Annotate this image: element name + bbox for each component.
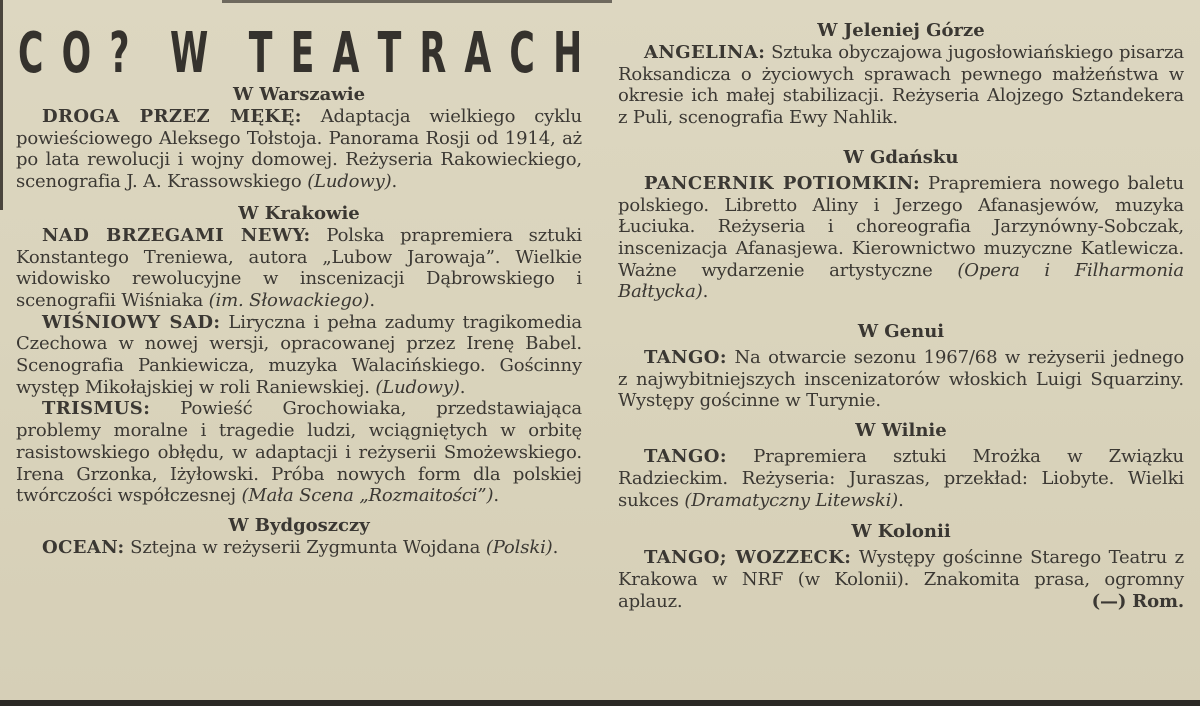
punctuation: . — [459, 376, 466, 398]
play-title: TANGO: — [644, 347, 727, 369]
play-description: Polska prapremiera sztuki Konstantego Treniewa, autora „Lubow Jarowaja”. Wielkie widowisko rewolucyjne w inscenizacji Dąbrowskiego i scenografii Wiśniaka — [16, 224, 582, 311]
left-border-rule — [0, 0, 3, 210]
venue: (im. Słowackiego) — [208, 289, 370, 311]
bottom-edge-strip — [0, 700, 1200, 706]
title-letter: C — [18, 20, 44, 86]
play-title: NAD BRZEGAMI NEWY: — [42, 224, 311, 246]
city-heading: W Wilnie — [855, 420, 947, 442]
punctuation: . — [898, 489, 904, 511]
play-title: DROGA PRZEZ MĘKĘ: — [42, 106, 302, 127]
punctuation: . — [391, 171, 398, 193]
punctuation: . — [702, 281, 709, 303]
title-letter: O — [61, 20, 92, 86]
city-heading: W Jeleniej Górze — [817, 20, 985, 41]
play-description: Sztejna w reżyserii Zygmunta Wojdana — [130, 536, 481, 558]
section-bydgoszcz — [16, 515, 582, 559]
listing-entry — [618, 347, 1184, 412]
listing-entry — [618, 547, 1184, 612]
listing-entry — [618, 42, 1184, 129]
play-title: TANGO: — [644, 446, 727, 468]
listing-entry — [618, 446, 1184, 511]
author-signature: (—) Rom. — [1091, 590, 1184, 612]
city-heading: W Genui — [857, 321, 945, 343]
punctuation: . — [493, 485, 499, 507]
play-description: Na otwarcie sezonu 1967/68 w reżyserii jednego z najwybitniejszych inscenizatorów włoskich Luigi Squarziny. Występy gościnne w Turynie. — [618, 347, 1185, 412]
play-description: Liryczna i pełna zadumy tragikomedia Czechowa w nowej wersji, opracowanej przez Irenę Babel. Scenografia Pankiewicza, muzyka Walacińskiego. Gościnny występ Mikołajskiej w roli Raniewskiej. — [16, 311, 583, 398]
listing-entry — [16, 312, 582, 399]
section-kolonia — [618, 521, 1184, 612]
section-gdansk — [618, 147, 1184, 303]
city-heading: W Warszawie — [232, 84, 366, 105]
listing-entry — [16, 537, 582, 559]
play-title: TANGO; WOZZECK: — [644, 547, 852, 569]
listing-entry — [16, 225, 582, 312]
title-letter: A — [332, 20, 360, 86]
punctuation: . — [369, 289, 375, 311]
title-letter: A — [464, 20, 492, 86]
venue: (Ludowy) — [375, 376, 460, 398]
section-jelenia-gora — [618, 20, 1184, 129]
section-warszawa — [16, 84, 582, 193]
play-description: Występy gościnne Starego Teatru z Krakowa w NRF (w Kolonii). Znakomita prasa, ogromny aplauz. — [618, 547, 1184, 612]
punctuation: . — [552, 536, 559, 558]
title-letter: T — [248, 20, 273, 86]
play-description: Powieść Grochowiaka, przedstawiająca problemy moralne i tragedie ludzi, wciągniętych w orbitę rasistowskiego obłędu, w adaptacji i reżyserii Smożewskiego. Irena Grzonka, Iżyłowski. Próba nowych form dla polskiej twórczości współczesnej — [16, 398, 582, 507]
play-title: WIŚNIOWY SAD: — [42, 311, 221, 333]
title-letter: T — [377, 20, 402, 86]
left-column — [16, 0, 582, 559]
right-column — [618, 0, 1184, 612]
play-description: Sztuka obyczajowa jugosłowiańskiego pisarza Roksandicza o życiowych sprawach pewnego małżeństwa w okresie ich małej stabilizacji. Reżyseria Alojzego Sztandekera z Puli, scenografia Ewy Nahlik. — [618, 42, 1184, 129]
play-title: TRISMUS: — [42, 398, 151, 420]
title-letter: W — [169, 20, 209, 86]
title-letter: C — [509, 20, 535, 86]
page-title — [18, 22, 582, 84]
listing-entry — [16, 106, 582, 193]
play-title: OCEAN: — [42, 536, 125, 558]
play-description: Prapremiera sztuki Mrożka w Związku Radzieckim. Reżyseria: Juraszas, przekład: Liobyte. Wielki sukces — [618, 446, 1184, 511]
section-genua — [618, 321, 1184, 412]
title-letter: ? — [109, 20, 130, 86]
venue: (Polski) — [485, 536, 553, 558]
city-heading: W Krakowie — [238, 202, 360, 224]
title-letter: R — [419, 20, 447, 86]
play-title: PANCERNIK POTIOMKIN: — [644, 172, 921, 194]
venue: (Dramatyczny Litewski) — [684, 489, 899, 511]
play-title: ANGELINA: — [644, 42, 766, 63]
play-description: Prapremiera nowego baletu polskiego. Libretto Aliny i Jerzego Afanasjewów, muzyka Łuciuka. Reżyseria i choreografia Jarzynówny-Sobczak, inscenizacja Afanasjewa. Kierownictwo muzyczne Katlewicza. Ważne wydarzenie artystyczne — [618, 172, 1184, 281]
listing-entry — [16, 398, 582, 507]
play-description: Adaptacja wielkiego cyklu powieściowego Aleksego Tołstoja. Panorama Rosji od 1914, aż po lata rewolucji i wojny domowej. Reżyseria Rakowieckiego, scenografia J. A. Krassowskiego — [16, 106, 582, 193]
venue: (Ludowy) — [307, 171, 392, 193]
venue: (Opera i Filharmonia Bałtycka) — [618, 259, 1184, 303]
title-letter: H — [553, 20, 583, 86]
city-heading: W Kolonii — [851, 521, 951, 543]
city-heading: W Bydgoszczy — [228, 514, 370, 536]
city-heading: W Gdańsku — [843, 146, 959, 168]
section-wilno — [618, 420, 1184, 511]
section-krakow — [16, 203, 582, 507]
venue: (Mała Scena „Rozmaitości”) — [241, 485, 494, 507]
title-letter: E — [290, 20, 315, 86]
listing-entry — [618, 173, 1184, 303]
